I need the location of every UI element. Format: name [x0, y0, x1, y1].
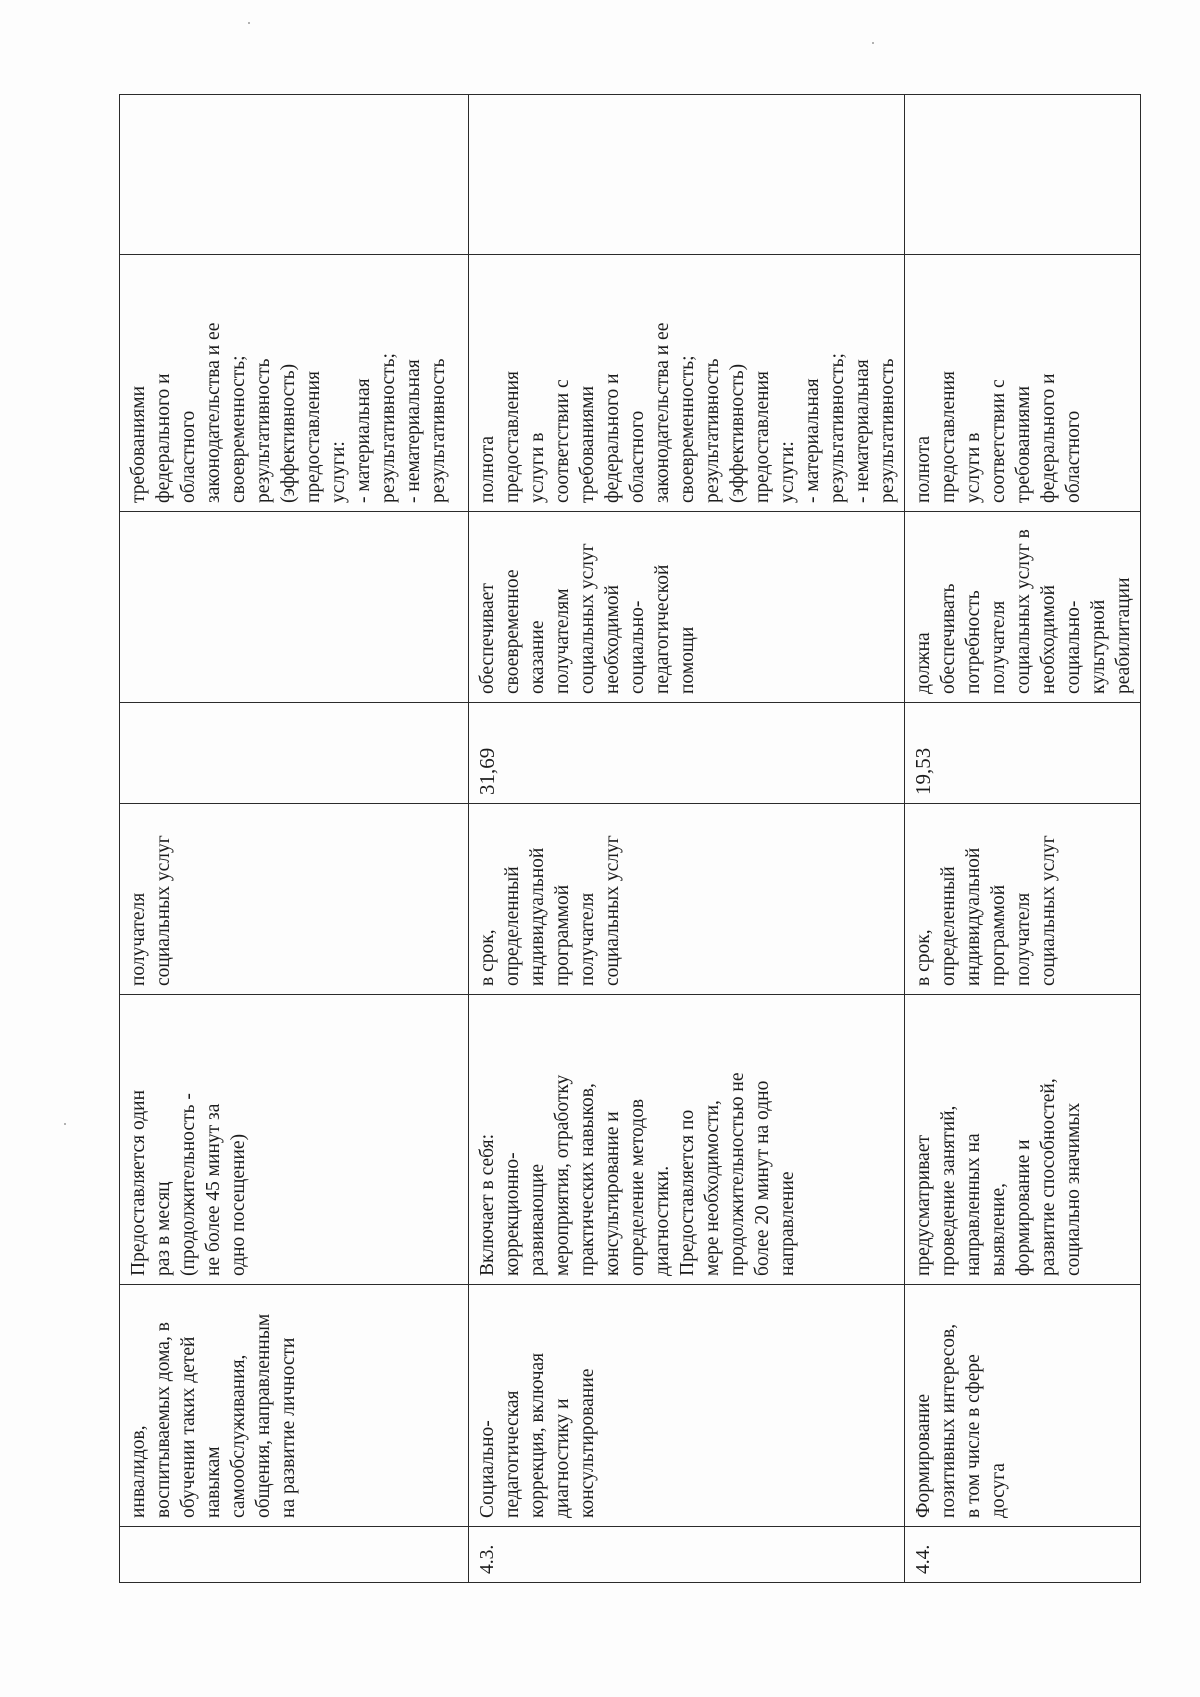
cell-service-description: Включает в себя: коррекционно- развивающие мероприятия, отработку практических навыков, консультирование и определение методов диагностики. Предоставляется по мере необходимости, продолжительностью не более 20 минут на одно направление — [469, 995, 905, 1285]
cell-service-term: в срок, определенный индивидуальной программой получателя социальных услуг — [905, 804, 1141, 995]
cell-service-name: Формирование позитивных интересов, в том числе в сфере досуга — [905, 1285, 1141, 1527]
scan-speck — [248, 22, 250, 24]
scan-speck — [64, 1123, 66, 1125]
cell-conditions — [120, 95, 469, 255]
table-row — [905, 95, 1141, 1583]
cell-quality-indicators: должна обеспечивать потребность получателя социальных услуг в необходимой социально-культурной реабилитации — [905, 512, 1141, 703]
cell-service-name: Социально- педагогическая коррекция, включая диагностику и консультирование — [469, 1285, 905, 1527]
cell-service-term: получателя социальных услуг — [120, 804, 469, 995]
cell-number: 4.3. — [469, 1527, 905, 1583]
table-row — [120, 95, 469, 1583]
cell-quality-indicators: обеспечивает своевременное оказание получателям социальных услуг необходимой социально- педагогической помощи — [469, 512, 905, 703]
cell-service-description: предусматривает проведение занятий, направленных на выявление, формирование и развитие способностей, социально значимых — [905, 995, 1141, 1285]
cell-evaluation-criteria: полнота предоставления услуги в соответствии с требованиями федерального и областного законодательства и ее своевременность; результативность (эффективность) предоставления услуги: - материальная результативность; - нематериальная результативность — [469, 255, 905, 512]
cell-quality-indicators — [120, 512, 469, 703]
cell-tariff — [120, 703, 469, 804]
cell-tariff: 31,69 — [469, 703, 905, 804]
cell-service-description: Предоставляется один раз в месяц (продолжительность - не более 45 минут за одно посещение) — [120, 995, 469, 1285]
cell-evaluation-criteria: требованиями федерального и областного законодательства и ее своевременность; результативность (эффективность) предоставления услуги: - материальная результативность; - нематериальная результативность — [120, 255, 469, 512]
table-row — [469, 95, 905, 1583]
cell-evaluation-criteria: полнота предоставления услуги в соответствии с требованиями федерального и областного — [905, 255, 1141, 512]
cell-tariff: 19,53 — [905, 703, 1141, 804]
scan-speck — [872, 42, 874, 44]
cell-number — [120, 1527, 469, 1583]
cell-service-term: в срок, определенный индивидуальной программой получателя социальных услуг — [469, 804, 905, 995]
rotated-table-wrapper — [119, 95, 1134, 1583]
cell-number: 4.4. — [905, 1527, 1141, 1583]
cell-conditions — [469, 95, 905, 255]
cell-conditions — [905, 95, 1141, 255]
cell-service-name: инвалидов, воспитываемых дома, в обучении таких детей навыкам самообслуживания, общения, направленным на развитие личности — [120, 1285, 469, 1527]
services-table — [119, 94, 1141, 1583]
